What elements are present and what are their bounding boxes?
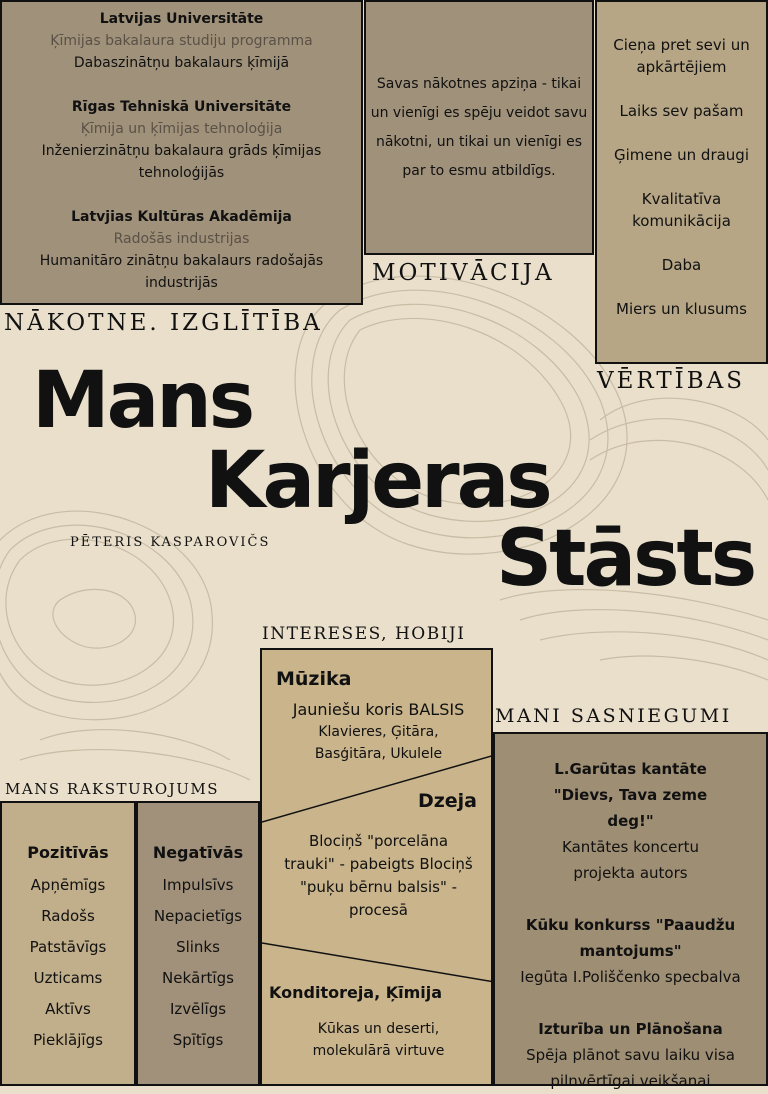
music-instruments: Klavieres, Ģitāra, Basģitāra, Ukulele — [314, 724, 443, 762]
achievement-desc: Iegūta I.Poliščenko specbalva — [520, 968, 741, 986]
poetry-text: Blociņš "porcelāna trauki" - pabeigts Blociņš "puķu bērnu balsis" - procesā — [284, 832, 473, 919]
motivation-text: Savas nākotnes apziņa - tikai un vienīgi es spēju veidot savu nākotni, un tikai un vienīgi es par to esmu atbildīgs. — [370, 76, 588, 179]
trait-item: Pieklājīgs — [33, 1031, 103, 1049]
music-choir: Jauniešu koris BALSIS — [292, 700, 465, 719]
values-heading: VĒRTĪBAS — [597, 368, 746, 394]
values-box — [595, 0, 768, 364]
trait-item: Slinks — [176, 938, 220, 956]
university-program: Radošās industrijas — [113, 231, 250, 247]
value-item: Laiks sev pašam — [619, 102, 744, 120]
trait-item: Nepacietīgs — [153, 907, 243, 925]
trait-item: Izvēlīgs — [169, 1000, 227, 1018]
education-heading: NĀKOTNE. IZGLĪTĪBA — [4, 310, 323, 336]
value-item: Kvalitatīva komunikācija — [632, 190, 731, 230]
positive-traits-box — [0, 801, 136, 1086]
university-degree: Humanitāro zinātņu bakalaurs radošajās industrijās — [39, 253, 324, 291]
pastry-text: Kūkas un deserti, molekulārā virtuve — [312, 1021, 445, 1059]
achievement-title: Izturība un Plānošana — [538, 1020, 723, 1038]
title-line-1: Mans — [32, 356, 253, 446]
value-item: Miers un klusums — [616, 300, 747, 318]
achievement-desc: Spēja plānot savu laiku visa pilnvērtīgai veikšanai — [526, 1046, 735, 1090]
poetry-title: Dzeja — [417, 790, 477, 812]
trait-item: Impulsīvs — [162, 876, 234, 894]
motivation-heading: MOTIVĀCIJA — [372, 260, 555, 286]
achievements-box — [493, 732, 768, 1090]
university-degree: Inženierzinātņu bakalaura grāds ķīmijas tehnoloģijās — [41, 143, 322, 181]
university-name: Rīgas Tehniskā Universitāte — [71, 99, 292, 115]
university-name: Latvijas Universitāte — [99, 11, 264, 27]
achievement-title: Kūku konkurss "Paaudžu mantojums" — [525, 916, 736, 960]
interests-box — [260, 648, 493, 1086]
achievement-desc: Kantātes koncertu projekta autors — [562, 838, 699, 882]
title-line-2: Karjeras — [205, 436, 550, 526]
education-box — [0, 0, 363, 305]
trait-item: Patstāvīgs — [29, 938, 107, 956]
university-program: Ķīmija un ķīmijas tehnoloģija — [80, 121, 283, 137]
trait-item: Radošs — [41, 907, 95, 925]
trait-item: Apņēmīgs — [30, 876, 106, 894]
value-item: Ģimene un draugi — [614, 146, 749, 164]
university-name: Latvjias Kultūras Akadēmija — [71, 209, 292, 225]
character-heading: MANS RAKSTUROJUMS — [5, 780, 219, 798]
positive-title: Pozitīvās — [27, 843, 109, 862]
title-line-3: Stāsts — [496, 514, 755, 604]
trait-item: Spītīgs — [172, 1031, 224, 1049]
university-degree: Dabaszinātņu bakalaurs ķīmijā — [73, 55, 290, 71]
trait-item: Uzticams — [33, 969, 103, 987]
university-program: Ķīmijas bakalaura studiju programma — [50, 33, 313, 49]
negative-traits-box — [136, 801, 260, 1086]
value-item: Daba — [661, 256, 702, 274]
trait-item: Nekārtīgs — [162, 969, 234, 987]
music-title: Mūzika — [276, 668, 352, 690]
pastry-title: Konditoreja, Ķīmija — [269, 983, 443, 1002]
achievement-title: L.Garūtas kantāte "Dievs, Tava zeme deg!" — [553, 760, 708, 830]
interests-heading: INTERESES, HOBIJI — [262, 624, 466, 644]
value-item: Cieņa pret sevi un apkārtējiem — [613, 36, 750, 76]
achievements-heading: MANI SASNIEGUMI — [495, 705, 732, 727]
author-name: PĒTERIS KASPAROVIČS — [70, 535, 271, 550]
trait-item: Aktīvs — [45, 1000, 91, 1018]
motivation-box — [364, 0, 594, 255]
negative-title: Negatīvās — [152, 843, 244, 862]
